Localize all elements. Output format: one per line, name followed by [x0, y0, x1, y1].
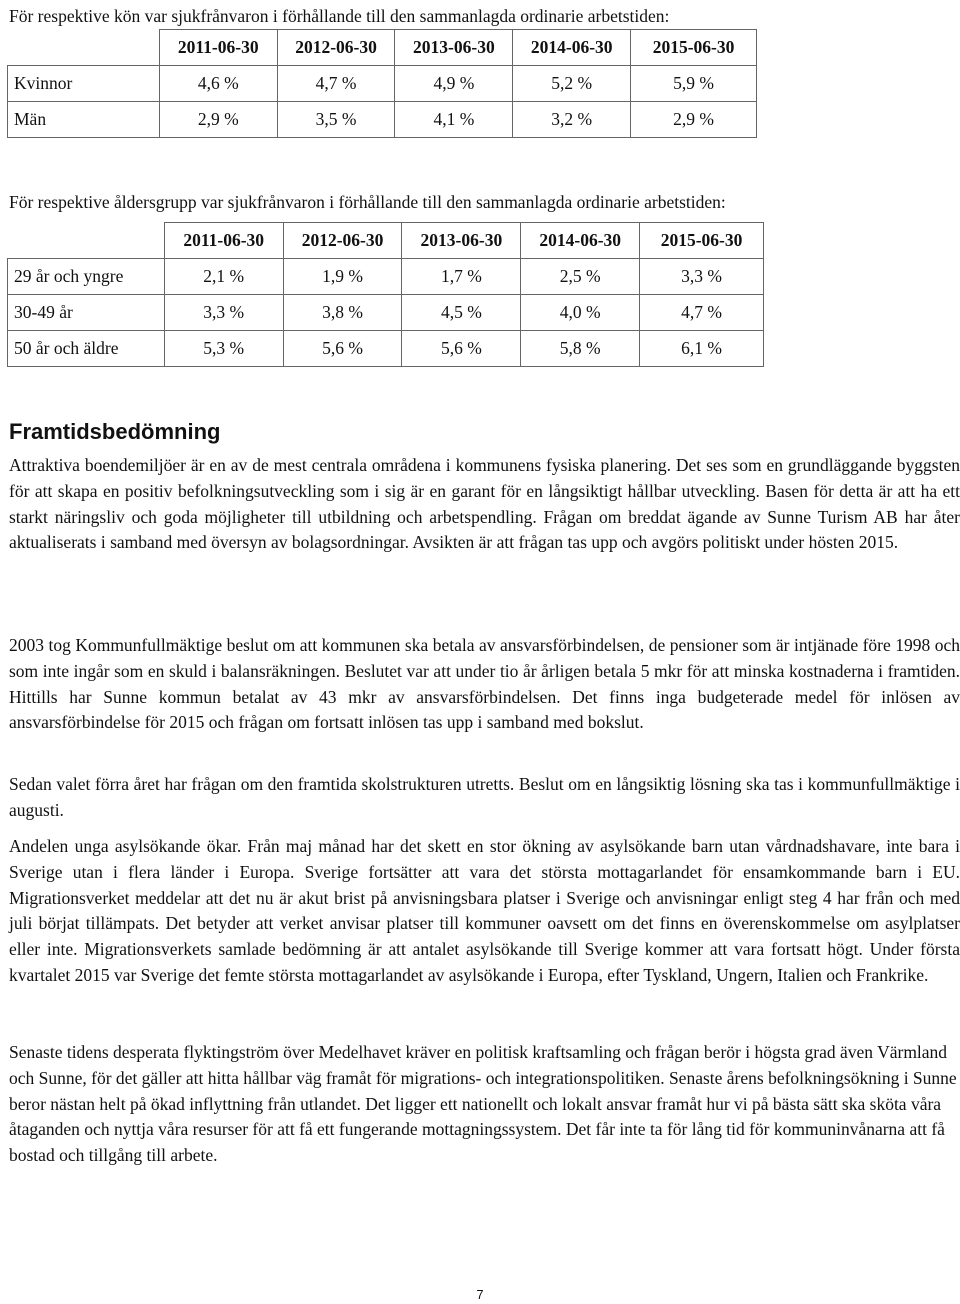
- section-heading: Framtidsbedömning: [9, 419, 221, 444]
- page-number: 7: [476, 1287, 484, 1302]
- table-header-row: [8, 223, 764, 259]
- table-cell: 4,9 %: [395, 66, 513, 102]
- column-header: 2015-06-30: [631, 30, 757, 66]
- column-header: 2011-06-30: [164, 223, 283, 259]
- row-label: 50 år och äldre: [8, 331, 165, 367]
- column-header: 2013-06-30: [395, 30, 513, 66]
- header-corner-cell: [8, 30, 160, 66]
- table-row: [8, 295, 764, 331]
- table-cell: 4,6 %: [159, 66, 277, 102]
- table-cell: 3,3 %: [640, 259, 764, 295]
- table-cell: 4,7 %: [277, 66, 395, 102]
- table-cell: 2,1 %: [164, 259, 283, 295]
- column-header: 2014-06-30: [521, 223, 640, 259]
- table-cell: 2,9 %: [631, 102, 757, 138]
- column-header: 2012-06-30: [277, 30, 395, 66]
- paragraph-refugee-flow: Senaste tidens desperata flyktingström över Medelhavet kräver en politisk kraftsamling och frågan berör i högsta grad även Värmland och Sunne, för det gäller att hitta hållbar väg framåt för migrations- och integrationspolitiken. Senaste årens befolkningsökning i Sunne beror nästan helt på ökad inflyttning från utlandet. Det ligger ett nationellt och lokalt ansvar framåt hur vi på bästa sätt ska sköta våra åtaganden och nyttja våra resurser för att få ett fungerande mottagningssystem. Det får inte ta för lång tid för kommuninvånarna att få bostad och tillgång till arbete.: [9, 1042, 957, 1166]
- table-row: [8, 331, 764, 367]
- table-cell: 5,6 %: [283, 331, 402, 367]
- age-intro: För respektive åldersgrupp var sjukfrånvaron i förhållande till den sammanlagda ordinarie arbetstiden:: [9, 192, 726, 212]
- table-cell: 4,5 %: [402, 295, 521, 331]
- row-label: 29 år och yngre: [8, 259, 165, 295]
- row-label: Män: [8, 102, 160, 138]
- column-header: 2011-06-30: [159, 30, 277, 66]
- column-header: 2015-06-30: [640, 223, 764, 259]
- table-row: [8, 259, 764, 295]
- table-cell: 3,2 %: [513, 102, 631, 138]
- header-corner-cell: [8, 223, 165, 259]
- table-cell: 5,2 %: [513, 66, 631, 102]
- column-header: 2013-06-30: [402, 223, 521, 259]
- table-cell: 4,7 %: [640, 295, 764, 331]
- table-cell: 2,5 %: [521, 259, 640, 295]
- row-label: 30-49 år: [8, 295, 165, 331]
- paragraph-pension-liability: 2003 tog Kommunfullmäktige beslut om att kommunen ska betala av ansvarsförbindelsen, de pensioner som är intjänade före 1998 och som inte ingår som en skuld i balansräkningen. Beslutet var att under tio år årligen betala 5 mkr för att minska kostnaderna i framtiden. Hittills har Sunne kommun betalat av 43 mkr av ansvarsförbindelsen. Det finns inga budgeterade medel för inlösen av ansvarsförbindelse för 2015 och frågan om fortsatt inlösen tas upp i samband med bokslut.: [9, 635, 960, 733]
- table-cell: 5,6 %: [402, 331, 521, 367]
- row-label: Kvinnor: [8, 66, 160, 102]
- table-cell: 1,7 %: [402, 259, 521, 295]
- age-sick-leave-table: [7, 222, 764, 367]
- table-cell: 6,1 %: [640, 331, 764, 367]
- table-cell: 3,5 %: [277, 102, 395, 138]
- paragraph-attractive-housing: Attraktiva boendemiljöer är en av de mest centrala områdena i kommunens fysiska planering. Det ses som en grundläggande byggsten för att skapa en positiv befolkningsutveckling som i sig är en garant för en långsiktigt hållbar utveckling. Basen för detta är att ha ett starkt näringsliv och goda möjligheter till utbildning och arbetspendling. Frågan om breddat ägande av Sunne Turism AB har åter aktualiserats i samband med översyn av bolagsordningar. Avsikten är att frågan tas upp och avgörs politiskt under hösten 2015.: [9, 455, 960, 553]
- table-cell: 1,9 %: [283, 259, 402, 295]
- gender-intro: För respektive kön var sjukfrånvaron i förhållande till den sammanlagda ordinarie arbetstiden:: [9, 6, 670, 26]
- table-cell: 3,3 %: [164, 295, 283, 331]
- table-cell: 5,3 %: [164, 331, 283, 367]
- table-row: [8, 66, 757, 102]
- table-cell: 5,8 %: [521, 331, 640, 367]
- table-cell: 4,0 %: [521, 295, 640, 331]
- paragraph-asylum-seekers: Andelen unga asylsökande ökar. Från maj månad har det skett en stor ökning av asylsökande barn utan vårdnadshavare, inte bara i Sverige utan i flera länder i Europa. Sverige fortsätter att vara det största mottagarlandet för ensamkommande barn i EU. Migrationsverket meddelar att det nu är akut brist på anvisningsbara platser i Sverige och anvisningar enligt steg 4 har från och med juli börjat tillämpats. Det betyder att verket anvisar platser till kommuner oavsett om det finns en överenskommelse om asylplatser eller inte. Migrationsverkets samlade bedömning är att antalet asylsökande till Sverige kommer att vara fortsatt högt. Under första kvartalet 2015 var Sverige det femte största mottagarlandet av asylsökande i Europa, efter Tyskland, Ungern, Italien och Frankrike.: [9, 836, 960, 985]
- paragraph-school-structure: Sedan valet förra året har frågan om den framtida skolstrukturen utretts. Beslut om en långsiktig lösning ska tas i kommunfullmäktige i augusti.: [9, 774, 960, 820]
- table-cell: 3,8 %: [283, 295, 402, 331]
- table-header-row: [8, 30, 757, 66]
- table-cell: 2,9 %: [159, 102, 277, 138]
- table-row: [8, 102, 757, 138]
- gender-sick-leave-table: [7, 29, 757, 138]
- table-cell: 5,9 %: [631, 66, 757, 102]
- table-cell: 4,1 %: [395, 102, 513, 138]
- column-header: 2012-06-30: [283, 223, 402, 259]
- column-header: 2014-06-30: [513, 30, 631, 66]
